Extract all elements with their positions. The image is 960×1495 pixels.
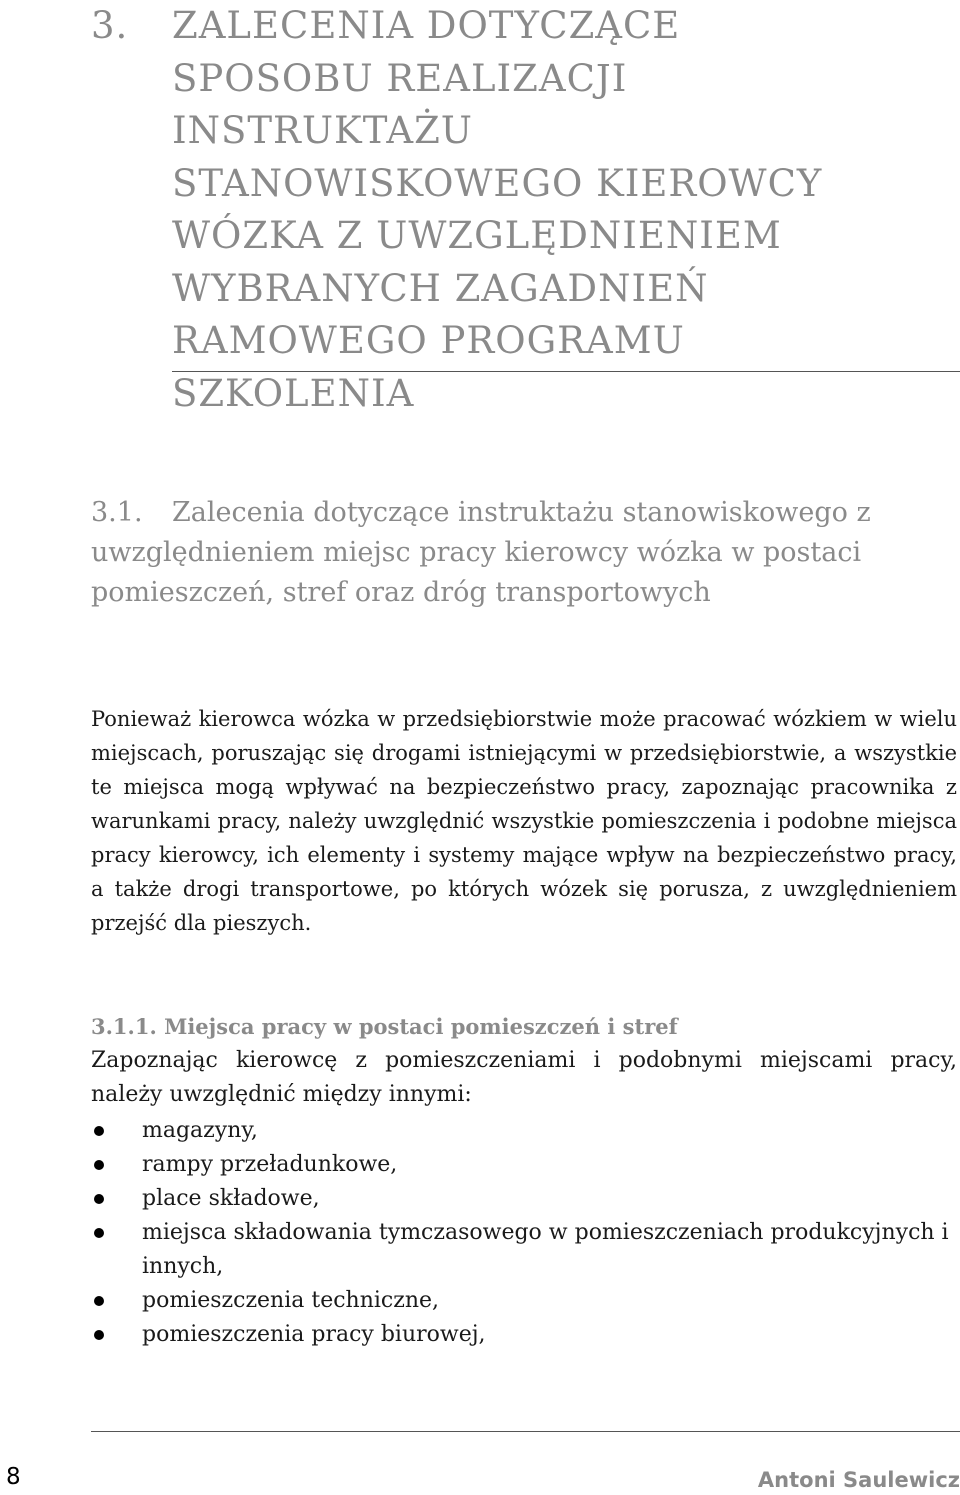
list-item xyxy=(91,1182,957,1216)
bullet-icon xyxy=(94,1330,104,1340)
subsection-heading: 3.1.1. Miejsca pracy w postaci pomieszczeń i stref xyxy=(91,1014,678,1039)
chapter-number: 3. xyxy=(91,4,129,47)
list-item-text: pomieszczenia pracy biurowej, xyxy=(142,1322,486,1347)
bullet-icon xyxy=(94,1296,104,1306)
list-item xyxy=(91,1284,957,1318)
bullet-icon xyxy=(94,1194,104,1204)
list-item-text: miejsca składowania tymczasowego w pomieszczeniach produkcyjnych i innych, xyxy=(142,1220,949,1279)
list-item-text: rampy przeładunkowe, xyxy=(142,1152,398,1177)
bullet-icon xyxy=(94,1126,104,1136)
list-item xyxy=(91,1114,957,1148)
heading-divider xyxy=(172,371,960,372)
section-heading xyxy=(91,493,957,613)
bullet-icon xyxy=(94,1228,104,1238)
list-item xyxy=(91,1216,957,1284)
intro-paragraph: Zapoznając kierowcę z pomieszczeniami i podobnymi miejscami pracy, należy uwzględnić między innymi: xyxy=(91,1048,957,1107)
list-item xyxy=(91,1318,957,1352)
list-item-text: place składowe, xyxy=(142,1186,320,1211)
body-paragraph: Ponieważ kierowca wózka w przedsiębiorstwie może pracować wózkiem w wielu miejscach, poruszając się drogami istniejącymi w przedsiębiorstwie, a wszystkie te miejsca mogą wpływać na bezpieczeństwo pracy, zapoznając pracownika z warunkami pracy, należy uwzględnić wszystkie pomieszczenia i podobne miejsca pracy kierowcy, ich elementy i systemy mające wpływ na bezpieczeństwo pracy, a także drogi transportowe, po których wózek się porusza, z uwzględnieniem przejść dla pieszych. xyxy=(91,707,957,935)
section-title: Zalecenia dotyczące instruktażu stanowiskowego z uwzględnieniem miejsc pracy kierowcy wózka w postaci pomieszczeń, stref oraz dróg transportowych xyxy=(91,497,871,608)
footer-divider xyxy=(91,1431,960,1432)
section-number: 3.1. xyxy=(91,497,143,528)
author-name: Antoni Saulewicz xyxy=(757,1468,960,1492)
bullet-icon xyxy=(94,1160,104,1170)
list-item xyxy=(91,1148,957,1182)
list-item-text: magazyny, xyxy=(142,1118,258,1143)
chapter-heading xyxy=(91,0,951,420)
chapter-title: ZALECENIA DOTYCZĄCE SPOSOBU REALIZACJI INSTRUKTAŻU STANOWISKOWEGO KIEROWCY WÓZKA Z UWZGLĘDNIENIEM WYBRANYCH ZAGADNIEŃ RAMOWEGO PROGRAMU SZKOLENIA xyxy=(172,4,823,415)
page-number: 8 xyxy=(6,1464,21,1490)
list-item-text: pomieszczenia techniczne, xyxy=(142,1288,440,1313)
bullet-list xyxy=(91,1114,957,1352)
